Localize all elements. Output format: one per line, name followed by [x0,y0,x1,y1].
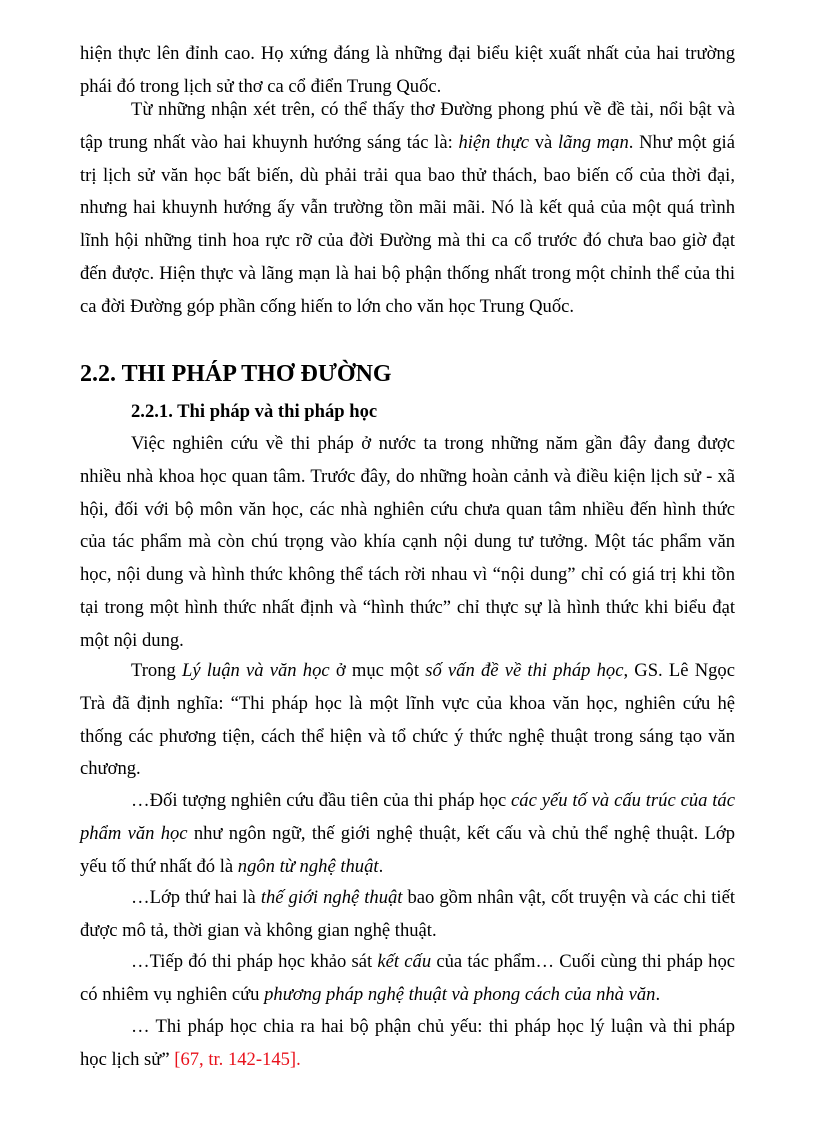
text-run: …Lớp thứ hai là [131,887,261,908]
subsection-heading: 2.2.1. Thi pháp và thi pháp học [131,401,378,422]
italic-run: số vấn đề về thi pháp học [425,660,624,681]
text-run: . [378,855,384,877]
italic-run: phương pháp nghệ thuật và phong cách của nhà văn [264,983,656,1005]
text-run: bao gồm nhân vật, cốt truyện và các chi tiết được mô tả, thời gian và không gian nghệ thuật. [80,887,735,941]
italic-run: ngôn từ nghệ thuật [237,855,379,877]
text-run: như ngôn ngữ, thế giới nghệ thuật, kết cấu và chủ thể nghệ thuật. Lớp yếu tố thứ nhất đó là [80,822,736,877]
text-run: . Như một giá trị lịch sử văn học bất biến, dù phải trải qua bao thử thách, bao biến cố của thời đại, nhưng hai khuynh hướng ấy vẫn trường tồn mãi mãi. Nó là kết quả của một quá trình lĩnh hội những tinh hoa rực rỡ của đời Đường mà thi ca cổ trước đó chưa bao giờ đạt đến được. Hiện thực và lãng mạn là hai bộ phận thống nhất trong một chỉnh thể của thi ca đời Đường góp phần cống hiến to lớn cho văn học Trung Quốc. [80,131,735,317]
paragraph-second-layer [80,882,735,948]
italic-run: kết cấu [377,951,432,972]
text-run: …Đối tượng nghiên cứu đầu tiên của thi pháp học [131,790,512,811]
text-run: . [655,983,661,1005]
italic-run: lãng mạn [558,131,629,153]
text-run: Từ những nhận xét trên, có thể thấy thơ Đường phong phú về đề tài, nổi bật và tập trung nhất vào hai khuynh hướng sáng tác là: [80,99,735,153]
paragraph-intro-text: hiện thực lên đỉnh cao. Họ xứng đáng là những đại biểu kiệt xuất nhất của hai trường phái đó trong lịch sử thơ ca cổ điển Trung Quốc. [80,43,735,97]
text-run: , GS. Lê Ngọc Trà đã định nghĩa: “Thi pháp học là một lĩnh vực của khoa văn học, nghiên cứu hệ thống các phương tiện, cách thể hiện và tổ chức ý thức nghệ thuật trong sáng tạo văn chương. [80,660,735,780]
paragraph-divisions [80,1011,735,1077]
text-run: ở mục một [329,660,426,681]
text-run: Việc nghiên cứu về thi pháp ở nước ta trong những năm gần đây đang được nhiều nhà khoa học quan tâm. Trước đây, do những hoàn cảnh và điều kiện lịch sử - xã hội, đối với bộ môn văn học, các nhà nghiên cứu chưa quan tâm nhiều đến hình thức của tác phẩm mà còn chú trọng vào khía cạnh nội dung tư tưởng. Một tác phẩm văn học, nội dung và hình thức không thể tách rời nhau vì “nội dung” chỉ có giá trị khi tồn tại trong một hình thức nhất định và “hình thức” chỉ thực sự là hình thức khi biểu đạt một nội dung. [80,433,735,651]
italic-run: hiện thực [458,131,530,153]
italic-run: thế giới nghệ thuật [260,887,403,908]
text-run: và [529,131,558,153]
text-run: Trong [131,660,182,681]
paragraph-definition [80,655,735,786]
italic-run: Lý luận và văn học [181,660,330,681]
section-heading: 2.2. THI PHÁP THƠ ĐƯỜNG [80,361,392,387]
text-run: … Thi pháp học chia ra hai bộ phận chủ yếu: thi pháp học lý luận và thi pháp học lịch sử” [80,1016,735,1070]
paragraph-structure [80,946,735,1012]
citation-link[interactable]: [67, tr. 142-145]. [174,1048,301,1070]
paragraph-object [80,785,735,883]
text-run: của tác phẩm… Cuối cùng thi pháp học có nhiêm vụ nghiên cứu [80,951,735,1005]
text-run: …Tiếp đó thi pháp học khảo sát [131,951,378,972]
paragraph-conclusion [80,94,735,324]
paragraph-research [80,428,735,658]
italic-run: các yếu tố và cấu trúc của tác phẩm văn học [80,790,735,844]
